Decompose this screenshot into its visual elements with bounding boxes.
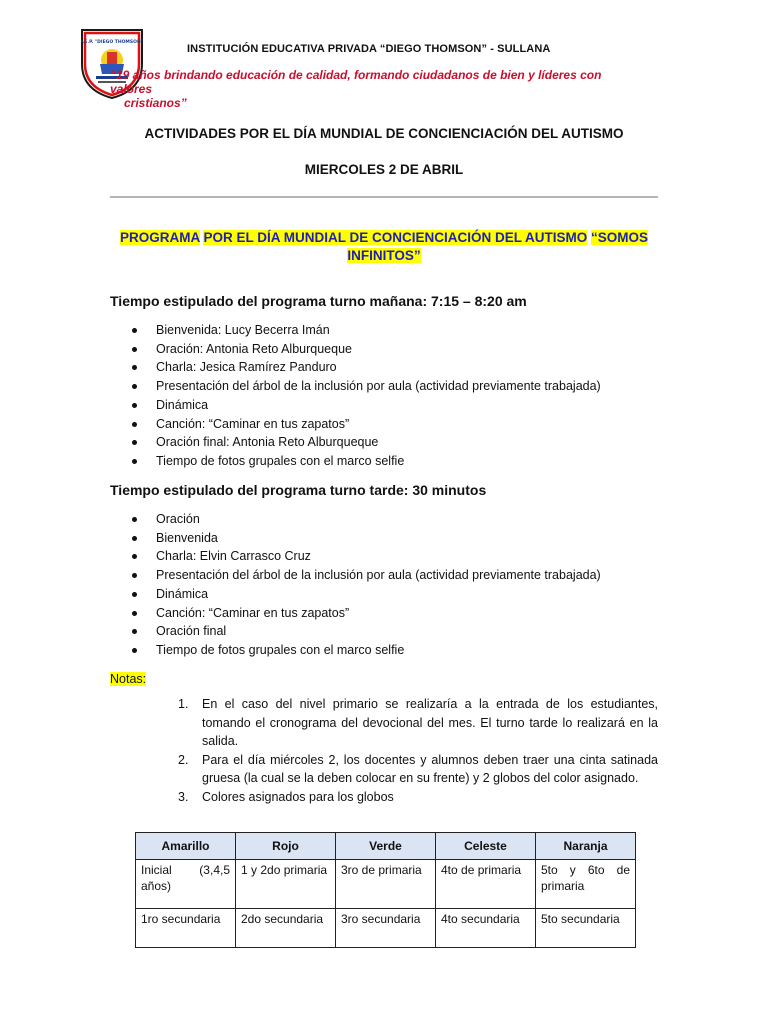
school-motto xyxy=(110,68,630,110)
table-row xyxy=(136,909,636,948)
motto-line-2: cristianos” xyxy=(124,96,187,110)
list-item: Presentación del árbol de la inclusión por aula (actividad previamente trabajada) xyxy=(130,566,601,585)
afternoon-heading: Tiempo estipulado del programa turno tarde: 30 minutos xyxy=(110,482,487,498)
column-header: Verde xyxy=(336,833,436,860)
note-text: En el caso del nivel primario se realizaría a la entrada de los estudiantes, tomando el cronograma del devocional del mes. El turno tarde lo realizará en la salida. xyxy=(202,697,658,748)
document-title: ACTIVIDADES POR EL DÍA MUNDIAL DE CONCIENCIACIÓN DEL AUTISMO xyxy=(144,126,624,141)
table-cell: 4to secundaria xyxy=(436,909,536,948)
list-item: Tiempo de fotos grupales con el marco selfie xyxy=(130,641,601,660)
list-item: Bienvenida xyxy=(130,529,601,548)
table-cell: 5to y 6to de primaria xyxy=(536,860,636,909)
table-cell: 3ro secundaria xyxy=(336,909,436,948)
column-header: Naranja xyxy=(536,833,636,860)
divider xyxy=(110,196,658,198)
list-item: Oración xyxy=(130,510,601,529)
list-item: Canción: “Caminar en tus zapatos” xyxy=(130,604,601,623)
program-title-part-3: “SOMOS xyxy=(591,230,649,245)
note-number: 1. xyxy=(178,697,189,711)
table-header-row xyxy=(136,833,636,860)
morning-heading: Tiempo estipulado del programa turno mañana: 7:15 – 8:20 am xyxy=(110,293,527,309)
table-cell: 2do secundaria xyxy=(236,909,336,948)
program-title-line-2: INFINITOS” xyxy=(347,248,421,263)
notes-list xyxy=(178,695,658,806)
list-item: Oración: Antonia Reto Alburqueque xyxy=(130,340,601,359)
table-cell: 5to secundaria xyxy=(536,909,636,948)
table-row xyxy=(136,860,636,909)
note-text: Colores asignados para los globos xyxy=(202,789,394,804)
morning-list xyxy=(130,321,601,471)
table-cell: Inicial (3,4,5 años) xyxy=(136,860,236,909)
notes-label xyxy=(110,672,146,686)
table-cell: 1ro secundaria xyxy=(136,909,236,948)
note-text: Para el día miércoles 2, los docentes y alumnos deben traer una cinta satinada gruesa (la cual se la deben colocar en su frente) y 2 globos del color asignado. xyxy=(202,752,658,785)
list-item: Presentación del árbol de la inclusión por aula (actividad previamente trabajada) xyxy=(130,377,601,396)
table-cell: 4to de primaria xyxy=(436,860,536,909)
list-item: Tiempo de fotos grupales con el marco selfie xyxy=(130,452,601,471)
list-item: Canción: “Caminar en tus zapatos” xyxy=(130,415,601,434)
table-cell: 3ro de primaria xyxy=(336,860,436,909)
note-number: 2. xyxy=(178,752,189,767)
afternoon-list xyxy=(130,510,601,660)
list-item: Dinámica xyxy=(130,396,601,415)
column-header: Amarillo xyxy=(136,833,236,860)
note-item xyxy=(178,788,658,807)
motto-line-1: “19 años brindando educación de calidad, formando ciudadanos de bien y líderes con valores xyxy=(110,68,602,96)
note-item xyxy=(178,695,658,751)
document-date: MIERCOLES 2 DE ABRIL xyxy=(304,162,464,177)
note-number: 3. xyxy=(178,789,189,804)
list-item: Bienvenida: Lucy Becerra Imán xyxy=(130,321,601,340)
institution-name: INSTITUCIÓN EDUCATIVA PRIVADA “DIEGO THOMSON” - SULLANA xyxy=(187,43,551,55)
list-item: Charla: Jesica Ramírez Panduro xyxy=(130,358,601,377)
column-header: Rojo xyxy=(236,833,336,860)
list-item: Oración final: Antonia Reto Alburqueque xyxy=(130,433,601,452)
svg-text:I.E.P. "DIEGO THOMSON": I.E.P. "DIEGO THOMSON" xyxy=(80,40,144,45)
notes-label-text: Notas: xyxy=(110,672,147,686)
balloon-colors-table xyxy=(135,832,636,948)
list-item: Dinámica xyxy=(130,585,601,604)
list-item: Charla: Elvin Carrasco Cruz xyxy=(130,547,601,566)
table-cell: 1 y 2do primaria xyxy=(236,860,336,909)
list-item: Oración final xyxy=(130,622,601,641)
note-item xyxy=(178,751,658,788)
program-title xyxy=(110,229,658,265)
program-title-part-1: PROGRAMA xyxy=(119,230,200,245)
column-header: Celeste xyxy=(436,833,536,860)
program-title-part-2: POR EL DÍA MUNDIAL DE CONCIENCIACIÓN DEL AUTISMO xyxy=(203,230,588,245)
